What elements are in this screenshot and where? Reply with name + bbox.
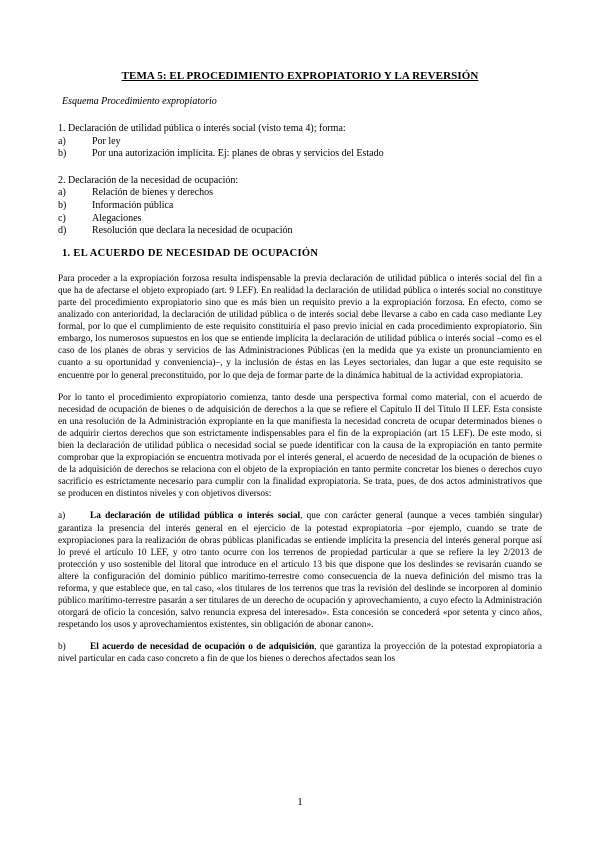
list-item-text: Por ley xyxy=(92,135,121,147)
lettered-paragraph-b xyxy=(58,641,542,665)
list-heading: 1. Declaración de utilidad pública o interés social (visto tema 4); forma: xyxy=(58,123,346,134)
list-item-letter: b) xyxy=(58,148,67,160)
list-item-letter: a) xyxy=(58,187,66,199)
list-item-text: Información pública xyxy=(92,199,174,211)
lettered-paragraph-a xyxy=(58,510,542,631)
paragraph: Por lo tanto el procedimiento expropiatorio comienza, tanto desde una perspectiva formal como material, con el acuerdo de necesidad de ocupación de bienes o de adquisición de derechos a la que se refiere el Capítulo II del Título II LEF. Esta consiste en una resolución de la Administración expropiante en la que manifiesta la necesidad concreta de ocupar determinados bienes o de adquirir ciertos derechos que son estrictamente indispensables para el fin de la expropiación (art 15 LEF). De este modo, si bien la declaración de utilidad pública o necesidad social se puede identificar con la causa de la expropiación en tanto permite comprobar que la expropiación se encuentra motivada por el interés general, el acuerdo de necesidad de la ocupación de bienes o de la adquisición de derechos se relaciona con el objeto de la expropiación en tanto permite concretar los bienes o derechos cuyo sacrificio es estrictamente necesario para cumplir con la finalidad expropiatoria. Se trata, pues, de dos actos administrativos que se producen en distintos niveles y con objetivos diversos: xyxy=(58,392,542,500)
list-item-text: Relación de bienes y derechos xyxy=(92,187,214,199)
list-item-letter: a) xyxy=(58,135,66,147)
list-item xyxy=(58,148,542,161)
section-heading: 1. EL ACUERDO DE NECESIDAD DE OCUPACIÓN xyxy=(62,247,319,259)
list-item-text: Por una autorización implícita. Ej: planes de obras y servicios del Estado xyxy=(92,148,384,160)
paragraph: Para proceder a la expropiación forzosa resulta indispensable la previa declaración de utilidad pública o interés social del fin a que ha de afectarse el objeto expropiado (art. 9 LEF). En realidad la declaración de utilidad pública o interés social no constituye parte del procedimiento expropiatorio sino que es más bien un requisito previo a la expropiación forzosa. En efecto, como se analizado con anterioridad, la declaración de utilidad pública o de interés social debe llevarse a cabo en cada caso mediante Ley formal, por lo que el cumplimiento de este requisito constituiría el paso previo inicial en cada procedimiento expropiatorio. Sin embargo, los numerosos supuestos en los que se entiende implícita la declaración de utilidad pública o interés social –como es el caso de los planes de obras y servicios de las Administraciones Públicas (en la medida que ya existe un pronunciamiento en cuanto a su oportunidad y conveniencia)–, y la inclusión de éstas en las Leyes sectoriales, dan lugar a que este requisito se encuentre por lo general preconstituido, por lo que deja de formar parte de la dinámica habitual de la actividad expropiatoria. xyxy=(58,273,542,381)
paragraph-text: , que garantiza la proyección de la potestad expropiatoria a nivel particular en cada caso concreto a fin de que los bienes o derechos afectados sean los xyxy=(58,642,542,665)
paragraph-bold-lead: La declaración de utilidad pública o interés social xyxy=(90,511,301,522)
document-page xyxy=(58,70,542,666)
list-item xyxy=(58,200,542,213)
list-item-letter: b) xyxy=(58,199,67,211)
list-necesidad-ocupacion xyxy=(58,175,542,238)
list-item xyxy=(58,187,542,200)
list-item-text: Alegaciones xyxy=(92,212,142,224)
list-item-text: Resolución que declara la necesidad de ocupación xyxy=(92,225,293,237)
paragraph-letter: b) xyxy=(58,642,66,653)
list-item-letter: d) xyxy=(58,225,67,237)
list-item xyxy=(58,136,542,149)
paragraph-text: , que con carácter general (aunque a veces también singular) garantiza la presencia del interés general en el ejercicio de la potestad expropiatoria –por ejemplo, cuando se trate de expropiaciones para la realización de obras públicas planificadas se entiende implícita la presencia del interés general porque así lo prevé el artículo 10 LEF, y otro tanto ocurre con los terrenos de propiedad particular a que se refiere la ley 2/2013 de protección y uso sostenible del litoral que introduce en el artículo 13 bis que dispone que los deslindes se revisarán cuando se altere la configuración del dominio público marítimo-terrestre como consecuencia de la nueva definición del mismo tras la reforma, y que establece que, en tal caso, «los titulares de los terrenos que tras la revisión del deslinde se incorporen al dominio público marítimo-terrestre pasarán a ser titulares de un derecho de ocupación y aprovechamiento, a cuyo efecto la Administración otorgará de oficio la concesión, salvo renuncia expresa del interesado». Esta concesión se concederá «por setenta y cinco años, respetando los usos y aprovechamientos existentes, sin obligación de abonar canon». xyxy=(58,511,542,631)
list-item xyxy=(58,225,542,238)
paragraph-letter: a) xyxy=(58,511,66,522)
list-heading: 2. Declaración de la necesidad de ocupación: xyxy=(58,174,239,186)
list-item-letter: c) xyxy=(58,212,66,224)
page-number: 1 xyxy=(297,796,303,808)
list-item xyxy=(58,213,542,226)
document-subtitle: Esquema Procedimiento expropiatorio xyxy=(62,96,217,107)
paragraph-bold-lead: El acuerdo de necesidad de ocupación o de adquisición xyxy=(90,642,315,653)
document-title: TEMA 5: EL PROCEDIMIENTO EXPROPIATORIO Y LA REVERSIÓN xyxy=(121,70,479,82)
list-declaracion-utilidad xyxy=(58,123,542,161)
